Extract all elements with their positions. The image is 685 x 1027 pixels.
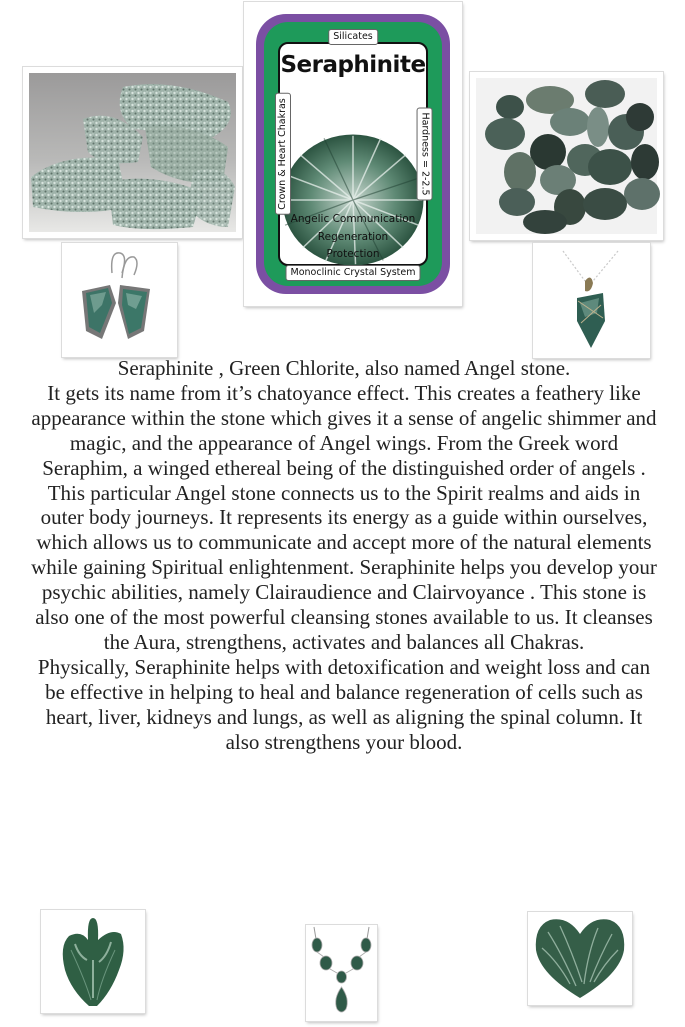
description-text	[30, 356, 658, 755]
description-paragraph: Seraphinite , Green Chlorite, also named Angel stone.	[117, 356, 571, 380]
angel-carving-image	[41, 910, 145, 1013]
earrings-photo	[62, 243, 177, 357]
tumbled-stones-photo	[470, 72, 663, 240]
necklace-image	[306, 925, 377, 1021]
heart-stone-image	[528, 912, 632, 1005]
heart-stone-photo	[528, 912, 632, 1005]
necklace-photo	[306, 925, 377, 1021]
pendant-image	[533, 243, 650, 358]
rough-stones-photo	[23, 67, 242, 238]
crystal-system-label: Monoclinic Crystal System	[286, 265, 421, 281]
mineral-class-label: Silicates	[328, 29, 378, 45]
description-paragraph: It gets its name from it’s chatoyance effect. This creates a feathery like appearance within the stone which gives it a sense of angelic shimmer and magic, and the appearance of Angel wings. From the Greek word Seraphim, a winged ethereal being of the distinguished order of angels .	[31, 380, 657, 480]
description-paragraph: This particular Angel stone connects us to the Spirit realms and aids in outer body journeys. It represents its energy as a guide within ourselves, which allows us to communicate and accept more of the natural elements while gaining Spiritual enlightenment. Seraphinite helps you develop your psychic abilities, namely Clairaudience and Clairvoyance . This stone is also one of the most powerful cleansing stones available to us. It cleanses the Aura, strengthens, activates and balances all Chakras.	[31, 480, 657, 654]
tumbled-stones-image	[470, 72, 663, 240]
earrings-image	[62, 243, 177, 357]
chakra-label: Crown & Heart Chakras	[275, 93, 291, 215]
card-center-panel	[278, 42, 428, 266]
card-title: Seraphinite	[280, 52, 426, 78]
angel-carving-photo	[41, 910, 145, 1013]
pendant-photo	[533, 243, 650, 358]
card-property: Protection	[326, 248, 380, 260]
hardness-label: Hardness = 2-2.5	[416, 107, 432, 200]
card-properties	[280, 211, 426, 264]
seraphinite-info-card	[244, 2, 462, 306]
card-property: Regeneration	[317, 230, 389, 243]
card-outer-border	[256, 14, 450, 294]
description-paragraph: Physically, Seraphinite helps with detoxification and weight loss and can be effective in helping to heal and balance regeneration of cells such as heart, liver, kidneys and lungs, as well as aligning the spinal column. It also strengthens your blood.	[37, 654, 651, 754]
rough-stones-image	[23, 67, 242, 238]
card-property: Angelic Communication	[290, 213, 416, 225]
